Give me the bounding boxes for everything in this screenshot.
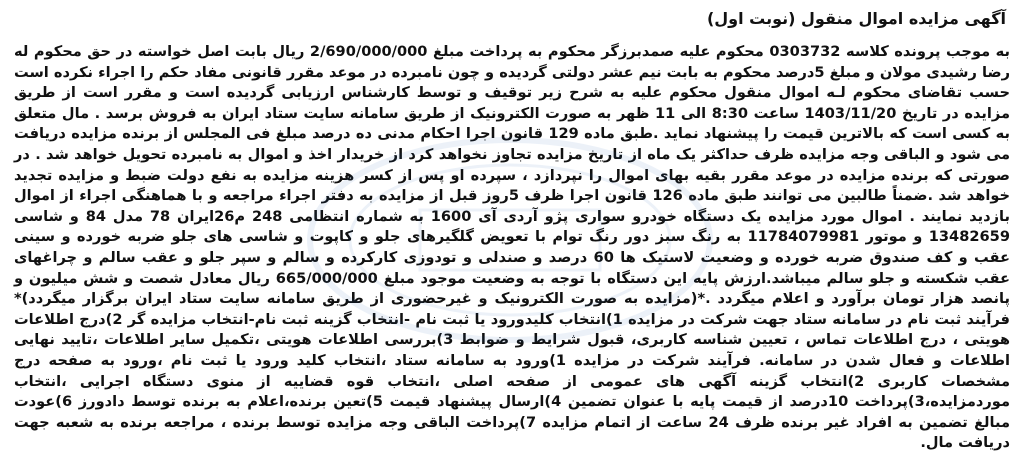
notice-title: آگهی مزایده اموال منقول (نوبت اول) — [706, 9, 1006, 28]
notice-body: به موجب پرونده کلاسه 0303732 محکوم علیه صمدبرزگر محکوم به پرداخت مبلغ 2/690/000/000 ریال بابت اصل خواسته در حق محکوم له رضا رشیدی مولان و مبلغ 5درصد محکوم به بابت نیم عشر دولتی گردیده و چون نامبرده در موعد مقرر قانونی مفاد حکم را اجراء نکرده است حسب تقاضای محکوم لـه اموال منقول محکوم علیه به شرح زیر توقیف و توسط کارشناس ارزیابی گردیده است و مقرر است از طریق مزایده در تاریخ 1403/11/20 ساعت 8:30 الی 11 ظهر به صورت الکترونیک از طریق سامانه سایت ستاد ایران به فروش برسد . مال متعلق به کسی است که بالاترین قیمت را پیشنهاد نماید .طبق ماده 129 قانون اجرا احکام مدنی ده درصد مبلغ فی المجلس از برنده مزایده دریافت می شود و الباقی وجه مزایده ظرف حداکثر یک ماه از تاریخ مزایده تجاوز نخواهد کرد از خریدار اخذ و اموال به نامبرده تحویل خواهد شد . در صورتی که برنده مزایده در موعد مقرر بقیه بهای اموال را نپردازد ، سپرده او پس از کسر هزینه مزایده به نفع دولت ضبط و مزایده تجدید خواهد شد .ضمناً طالبین می توانند طبق ماده 126 قانون اجرا ظرف 5روز قبل از مزایده به دفتر اجراء مراجعه و با هماهنگی اجراء از اموال بازدید نمایند . اموال مورد مزایده یک دستگاه خودرو سواری پژو آردی آی 1600 به شماره انتظامی 248 م26ایران 78 مدل 84 و شاسی 13482659 و موتور 11784079981 به رنگ سبز دور رنگ توام با تعویض گلگیرهای جلو و کاپوت و شاسی های جلو ضربه خورده و سینی عقب و کف صندوق ضربه خورده و وضعیت لاستیک ها 60 درصد و صندلی و تودوزی کارکرده و سالم و سپر جلو و عقب سالم و چراغهای عقب شکسته و جلو سالم میباشد.ارزش پایه این دستگاه با توجه به وضعیت موجود مبلغ 665/000/000 ریال معادل شصت و شش میلیون و پانصد هزار تومان برآورد و اعلام میگردد .*(مزایده به صورت الکترونیک و غیرحضوری از طریق سامانه سایت ستاد ایران برگزار میگردد)* فرآیند ثبت نام در سامانه ستاد جهت شرکت در مزایده 1)انتخاب کلیدورود یا ثبت نام -انتخاب گزینه ثبت نام-انتخاب مزایده گر 2)درج اطلاعات هویتی ، درج اطلاعات تماس ، تعیین شناسه کاربری، قبول شرایط و ضوابط 3)بررسی اطلاعات هویتی ،تکمیل سایر اطلاعات ،تایید نهایی اطلاعات و فعال شدن در سامانه. فرآیند شرکت در مزایده 1)ورود به سامانه ستاد ،انتخاب کلید ورود یا ثبت نام ،ورود به صفحه درج مشخصات کاربری 2)انتخاب گزینه آگهی های عمومی از صفحه اصلی ،انتخاب قوه قضاییه از منوی دستگاه اجرایی ،انتخاب موردمزایده،3)پرداخت 10درصد از قیمت پایه با عنوان تضمین 4)ارسال پیشنهاد قیمت 5)تعین برنده،اعلام به برنده توسط دادورز 6)عودت مبالغ تضمین به افراد غیر برنده ظرف 24 ساعت از اتمام مزایده 7)پرداخت الباقی وجه مزایده توسط برنده ، مراجعه برنده به شعبه جهت دریافت مال. — [14, 43, 1011, 452]
